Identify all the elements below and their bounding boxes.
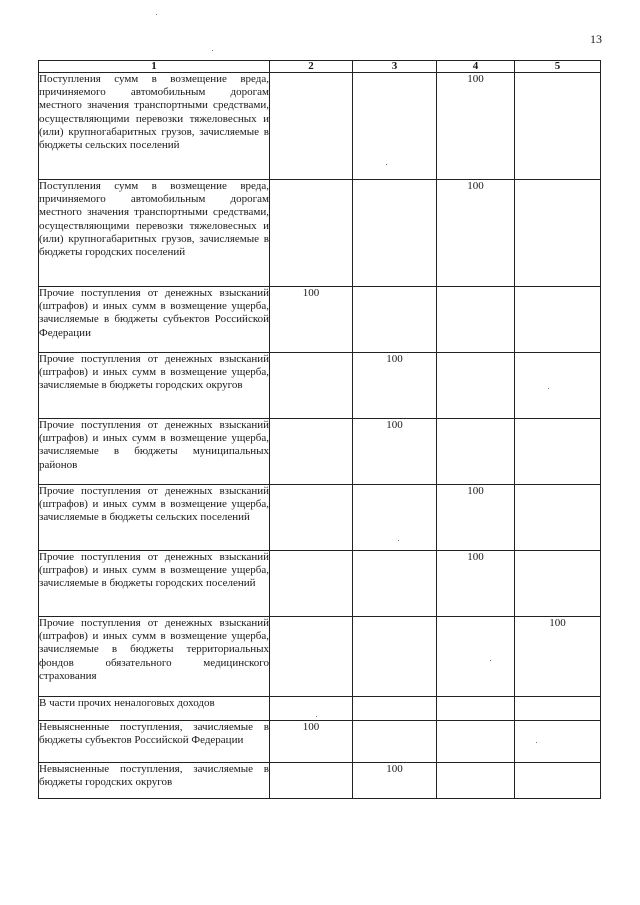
scan-speck [386,164,387,165]
row-description: Невыясненные поступления, зачисляемые в бюджеты городских округов [39,763,270,799]
row-value-col-4 [437,353,515,419]
scan-speck [548,388,549,389]
row-description: Прочие поступления от денежных взысканий (штрафов) и иных сумм в возмещение ущерба, зачисляемые в бюджеты муниципальных районов [39,419,270,485]
table-row [39,353,601,419]
row-value-col-5 [515,73,601,180]
row-value-col-5 [515,180,601,287]
scan-speck [490,660,491,661]
row-value-col-3 [353,287,437,353]
row-value-col-4: 100 [437,485,515,551]
row-description: Прочие поступления от денежных взысканий (штрафов) и иных сумм в возмещение ущерба, зачисляемые в бюджеты городских поселений [39,551,270,617]
row-value-col-5 [515,353,601,419]
header-row [39,61,601,73]
table-row [39,287,601,353]
row-value-col-4 [437,617,515,697]
row-value-col-3 [353,180,437,287]
row-value-col-5 [515,485,601,551]
row-description: Прочие поступления от денежных взысканий (штрафов) и иных сумм в возмещение ущерба, зачисляемые в бюджеты сельских поселений [39,485,270,551]
row-value-col-2 [270,180,353,287]
row-value-col-2 [270,353,353,419]
row-description: Невыясненные поступления, зачисляемые в бюджеты субъектов Российской Федерации [39,721,270,763]
row-description: Прочие поступления от денежных взысканий (штрафов) и иных сумм в возмещение ущерба, зачисляемые в бюджеты территориальных фондов обязательного медицинского страхования [39,617,270,697]
table-row [39,721,601,763]
row-value-col-4 [437,697,515,721]
table-row [39,551,601,617]
row-value-col-5: 100 [515,617,601,697]
row-value-col-2 [270,419,353,485]
row-value-col-2 [270,763,353,799]
header-col-2: 2 [270,61,353,73]
row-value-col-3 [353,721,437,763]
row-value-col-5 [515,763,601,799]
header-col-5: 5 [515,61,601,73]
table-row [39,763,601,799]
scan-speck [398,540,399,541]
row-value-col-4: 100 [437,180,515,287]
table-row [39,180,601,287]
header-col-3: 3 [353,61,437,73]
row-value-col-3: 100 [353,419,437,485]
row-value-col-4: 100 [437,73,515,180]
scan-speck [316,716,317,717]
row-description: Поступления сумм в возмещение вреда, причиняемого автомобильным дорогам местного значения транспортными средствами, осуществляющими перевозки тяжеловесных и (или) крупногабаритных грузов, зачисляемые в бюджеты сельских поселений [39,73,270,180]
row-value-col-3 [353,73,437,180]
row-value-col-2 [270,617,353,697]
row-value-col-2 [270,697,353,721]
row-description: Прочие поступления от денежных взысканий (штрафов) и иных сумм в возмещение ущерба, зачисляемые в бюджеты городских округов [39,353,270,419]
header-col-1: 1 [39,61,270,73]
row-value-col-2 [270,73,353,180]
row-value-col-3 [353,551,437,617]
distribution-table [38,60,601,799]
table-row [39,617,601,697]
table-row [39,697,601,721]
row-description: В части прочих неналоговых доходов [39,697,270,721]
row-value-col-5 [515,697,601,721]
table-row [39,73,601,180]
scan-speck [536,742,537,743]
row-value-col-3 [353,485,437,551]
scan-speck [156,14,157,15]
row-value-col-2 [270,551,353,617]
row-value-col-4: 100 [437,551,515,617]
row-value-col-5 [515,551,601,617]
row-value-col-3 [353,617,437,697]
row-value-col-2: 100 [270,721,353,763]
row-value-col-2: 100 [270,287,353,353]
table-row [39,419,601,485]
page-number: 13 [590,32,602,46]
row-value-col-4 [437,287,515,353]
row-value-col-3 [353,697,437,721]
row-value-col-4 [437,721,515,763]
row-description: Поступления сумм в возмещение вреда, причиняемого автомобильным дорогам местного значения транспортными средствами, осуществляющими перевозки тяжеловесных и (или) крупногабаритных грузов, зачисляемые в бюджеты городских поселений [39,180,270,287]
row-value-col-3: 100 [353,763,437,799]
row-value-col-5 [515,419,601,485]
header-col-4: 4 [437,61,515,73]
scan-speck [212,50,213,51]
row-value-col-4 [437,419,515,485]
row-value-col-2 [270,485,353,551]
row-value-col-3: 100 [353,353,437,419]
row-value-col-5 [515,721,601,763]
row-value-col-4 [437,763,515,799]
row-description: Прочие поступления от денежных взысканий (штрафов) и иных сумм в возмещение ущерба, зачисляемые в бюджеты субъектов Российской Федерации [39,287,270,353]
row-value-col-5 [515,287,601,353]
table-row [39,485,601,551]
